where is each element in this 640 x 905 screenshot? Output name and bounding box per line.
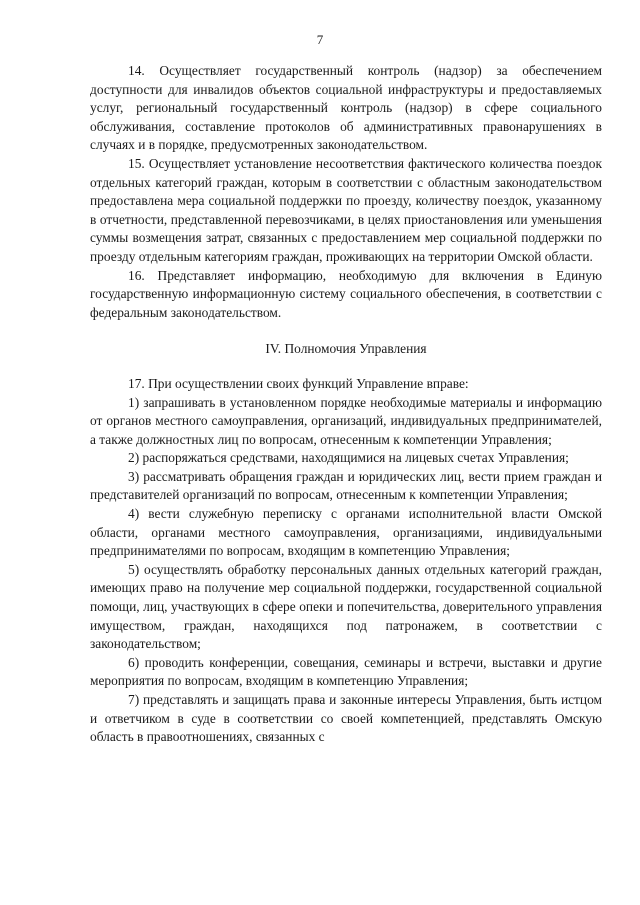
list-item-3: 3) рассматривать обращения граждан и юридических лиц, вести прием граждан и представителей организаций по вопросам, отнесенным к компетенции Управления;	[90, 468, 602, 503]
paragraph-16: 16. Представляет информацию, необходимую для включения в Единую государственную информационную систему социального обеспечения, в соответствии с федеральным законодательством.	[90, 267, 602, 320]
paragraph-17-intro: 17. При осуществлении своих функций Управление вправе:	[128, 375, 469, 391]
list-item-1: 1) запрашивать в установленном порядке необходимые материалы и информацию от органов местного самоуправления, организаций, индивидуальных предпринимателей, а также должностных лиц по вопросам, отнесенным к компетенции Управления;	[90, 394, 602, 447]
list-item-7: 7) представлять и защищать права и законные интересы Управления, быть истцом и ответчиком в суде в соответствии со своей компетенцией, представлять Омскую область в правоотношениях, связанных с	[90, 692, 602, 745]
section-heading: IV. Полномочия Управления	[265, 341, 427, 357]
list-item-4: 4) вести служебную переписку с органами исполнительной власти Омской области, органами местного самоуправления, организациями, индивидуальными предпринимателями по вопросам, входящим в компетенцию Управления;	[90, 506, 602, 559]
list-item-6: 6) проводить конференции, совещания, семинары и встречи, выставки и другие мероприятия по вопросам, входящим в компетенцию Управления;	[90, 654, 602, 689]
page-number: 7	[316, 32, 324, 47]
paragraph-15: 15. Осуществляет установление несоответствия фактического количества поездок отдельных категорий граждан, которым в соответствии с областным законодательством предоставлена мера социальной поддержки по проезду, количеству поездок, указанному в отчетности, представленной перевозчиками, в целях приостановления или уменьшения суммы возмещения затрат, связанных с предоставлением мер социальной поддержки по проезду отдельным категориям граждан, проживающих на территории Омской области.	[90, 155, 602, 264]
document-body	[90, 62, 602, 747]
paragraph-14: 14. Осуществляет государственный контроль (надзор) за обеспечением доступности для инвалидов объектов социальной инфраструктуры и предоставляемых услуг, региональный государственный контроль (надзор) в сфере социального обслуживания, составление протоколов об административных правонарушениях в случаях и в порядке, предусмотренных законодательством.	[90, 63, 602, 153]
list-item-2: 2) распоряжаться средствами, находящимися на лицевых счетах Управления;	[128, 450, 569, 466]
list-item-5: 5) осуществлять обработку персональных данных отдельных категорий граждан, имеющих право на получение мер социальной поддержки, государственной социальной помощи, лиц, участвующих в сфере опеки и попечительства, доверительного управления имуществом, граждан, находящихся под патронажем, в соответствии с законодательством;	[90, 561, 602, 652]
